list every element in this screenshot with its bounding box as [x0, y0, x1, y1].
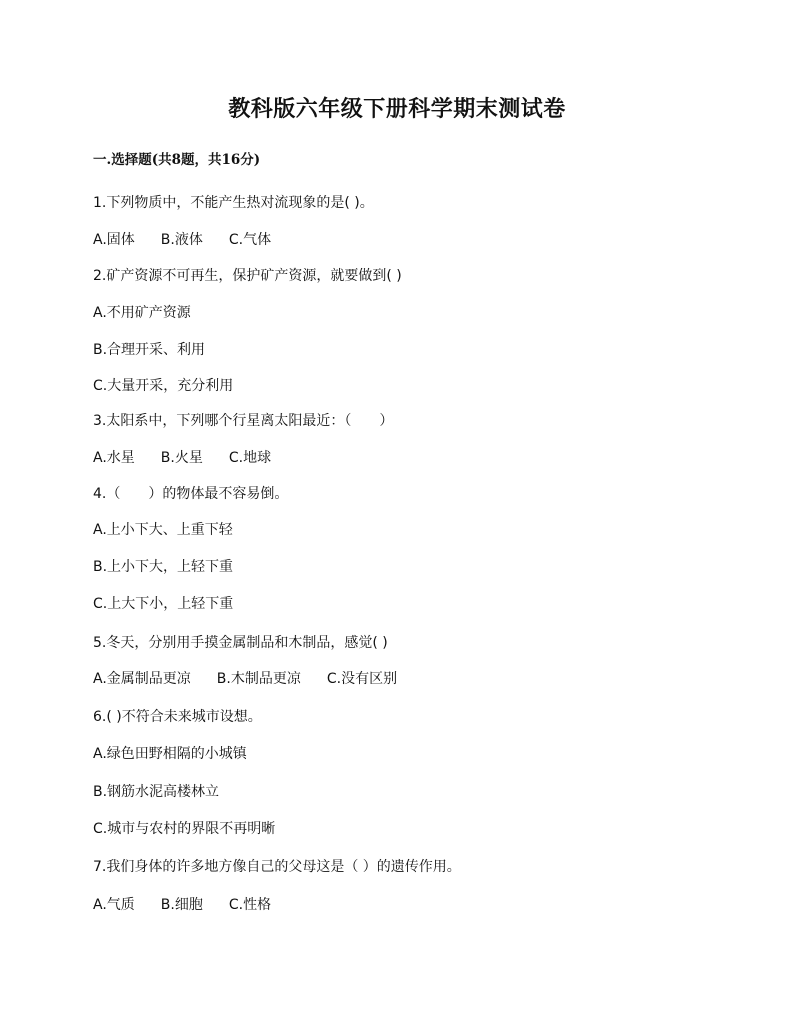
section-heading: 一.选择题(共8题，共16分) — [93, 152, 261, 168]
question-7-options — [93, 894, 271, 914]
question-6-option-c: C.城市与农村的界限不再明晰 — [93, 821, 276, 837]
question-4-option-b: B.上小下大，上轻下重 — [93, 559, 234, 575]
question-5-stem: 5.冬天，分别用手摸金属制品和木制品，感觉( ) — [93, 635, 388, 651]
question-3-option-a: A.水星 — [93, 450, 135, 466]
question-1-stem: 1.下列物质中，不能产生热对流现象的是( )。 — [93, 195, 374, 211]
question-7-option-a: A.气质 — [93, 897, 135, 913]
question-5-option-c: C.没有区别 — [326, 671, 398, 687]
question-6-option-a: A.绿色田野相隔的小城镇 — [93, 746, 247, 762]
question-5-options — [93, 668, 397, 688]
question-3-option-b: B.火星 — [160, 450, 203, 466]
question-1-options — [93, 229, 271, 249]
question-6-option-b: B.钢筋水泥高楼林立 — [93, 784, 220, 800]
question-2-option-c: C.大量开采，充分利用 — [93, 378, 234, 394]
question-1-option-a: A.固体 — [93, 232, 135, 248]
question-3-options — [93, 447, 271, 467]
question-4-stem: 4.（ ）的物体最不容易倒。 — [93, 486, 289, 502]
question-7-option-c: C.性格 — [228, 897, 272, 913]
question-1-option-b: B.液体 — [160, 232, 203, 248]
question-5-option-b: B.木制品更凉 — [216, 671, 301, 687]
question-2-stem: 2.矿产资源不可再生，保护矿产资源，就要做到( ) — [93, 268, 402, 284]
question-7-stem: 7.我们身体的许多地方像自己的父母这是（ ）的遗传作用。 — [93, 859, 461, 875]
question-3-option-c: C.地球 — [228, 450, 272, 466]
question-6-stem: 6.( )不符合未来城市设想。 — [93, 709, 262, 725]
question-4-option-a: A.上小下大、上重下轻 — [93, 522, 233, 538]
question-1-option-c: C.气体 — [228, 232, 272, 248]
question-7-option-b: B.细胞 — [160, 897, 203, 913]
question-5-option-a: A.金属制品更凉 — [93, 671, 191, 687]
question-2-option-a: A.不用矿产资源 — [93, 305, 191, 321]
page-title: 教科版六年级下册科学期末测试卷 — [228, 96, 566, 122]
question-3-stem: 3.太阳系中，下列哪个行星离太阳最近：（ ） — [93, 413, 394, 429]
question-4-option-c: C.上大下小，上轻下重 — [93, 596, 234, 612]
question-2-option-b: B.合理开采、利用 — [93, 342, 206, 358]
